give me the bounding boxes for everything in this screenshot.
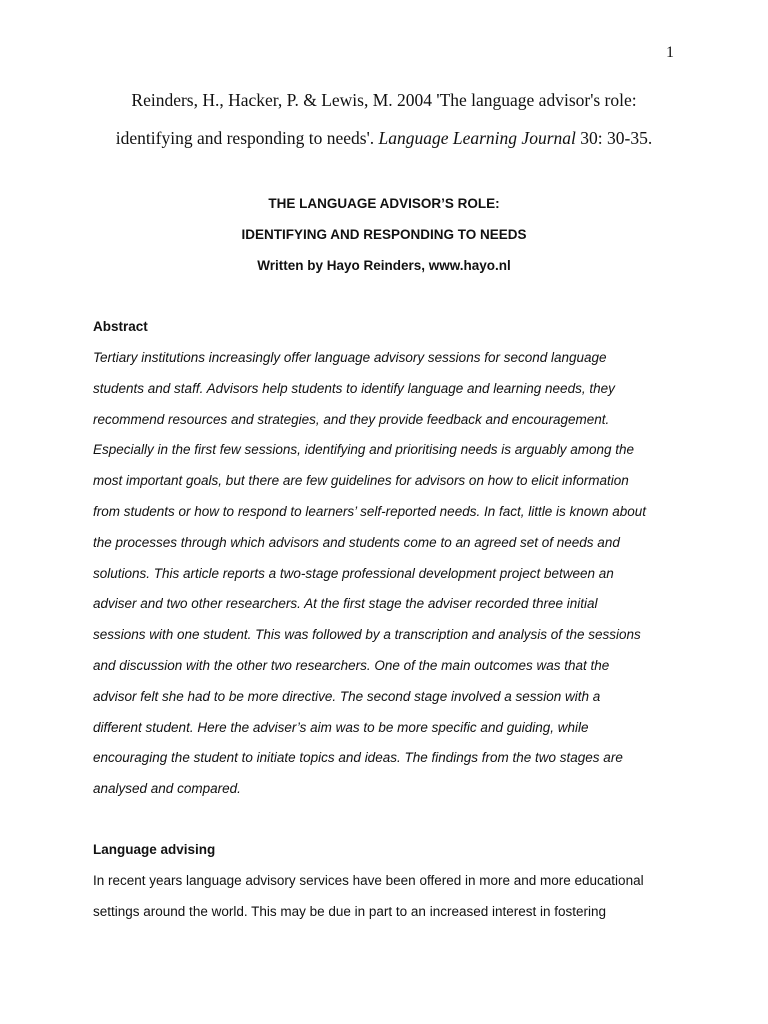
- citation-journal: Language Learning Journal: [378, 128, 576, 148]
- page-number: 1: [666, 44, 674, 61]
- abstract-line: different student. Here the adviser’s aim was to be more specific and guiding, while: [93, 719, 589, 735]
- abstract-line: Tertiary institutions increasingly offer language advisory sessions for second language: [93, 350, 607, 365]
- abstract-line: the processes through which advisors and students come to an agreed set of needs and: [93, 534, 620, 550]
- abstract-line: solutions. This article reports a two-stage professional development project between an: [93, 565, 614, 581]
- abstract-line: and discussion with the other two researchers. One of the main outcomes was that the: [93, 657, 610, 673]
- abstract-line: sessions with one student. This was followed by a transcription and analysis of the sessions: [93, 627, 641, 643]
- abstract-line: encouraging the student to initiate topics and ideas. The findings from the two stages are: [93, 750, 623, 766]
- citation-line-2-prefix: identifying and responding to needs'.: [115, 128, 379, 148]
- abstract-line: adviser and two other researchers. At the first stage the adviser recorded three initial: [93, 596, 598, 612]
- article-byline: Written by Hayo Reinders, www.hayo.nl: [257, 258, 511, 273]
- abstract-line: recommend resources and strategies, and they provide feedback and encouragement.: [93, 411, 610, 427]
- language-advising-heading: Language advising: [93, 842, 216, 857]
- abstract-body: [93, 349, 693, 811]
- article-title-line-1: THE LANGUAGE ADVISOR’S ROLE:: [268, 196, 500, 211]
- abstract-line: students and staff. Advisors help students to identify language and learning needs, they: [93, 380, 615, 396]
- abstract-line: Especially in the first few sessions, identifying and prioritising needs is arguably among the: [93, 442, 635, 458]
- citation-line-1: Reinders, H., Hacker, P. & Lewis, M. 2004 'The language advisor's role:: [131, 90, 637, 110]
- abstract-heading: Abstract: [93, 319, 148, 334]
- abstract-line: most important goals, but there are few guidelines for advisors on how to elicit information: [93, 473, 629, 489]
- abstract-line: advisor felt she had to be more directive. The second stage involved a session with a: [93, 688, 601, 704]
- body-line: In recent years language advisory services have been offered in more and more educational: [93, 873, 644, 888]
- body-line: settings around the world. This may be due in part to an increased interest in fostering: [93, 903, 607, 919]
- article-title-line-2: IDENTIFYING AND RESPONDING TO NEEDS: [241, 227, 527, 242]
- abstract-line: from students or how to respond to learners’ self-reported needs. In fact, little is known about: [93, 503, 647, 519]
- citation-line-2-suffix: 30: 30-35.: [575, 128, 653, 148]
- citation-line-2: [40, 127, 728, 149]
- language-advising-body: [93, 872, 693, 934]
- abstract-line: analysed and compared.: [93, 781, 241, 797]
